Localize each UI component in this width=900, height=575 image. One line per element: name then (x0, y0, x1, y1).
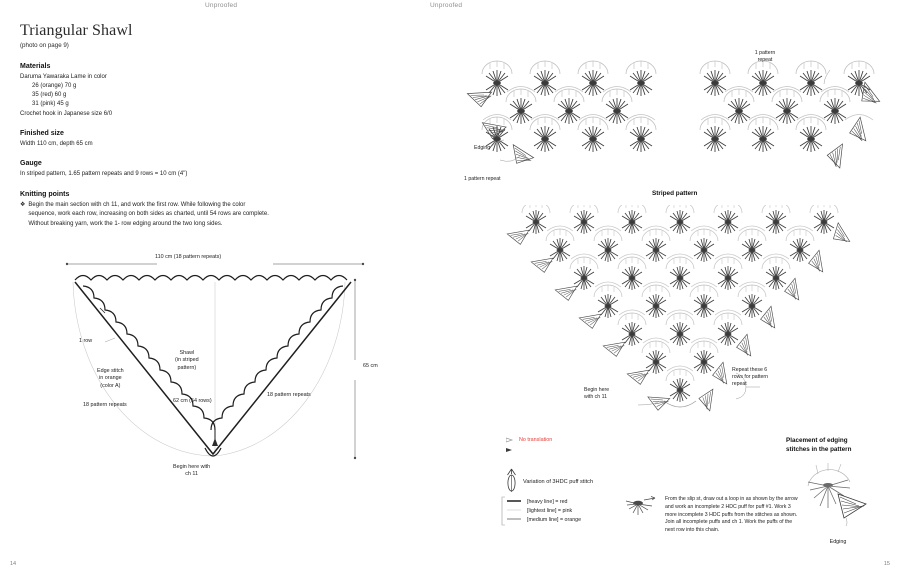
line-key-row-heavy (506, 497, 626, 506)
no-translation-row (506, 437, 686, 445)
line-key-row-lightest (506, 506, 626, 515)
line-key-row-medium (506, 515, 626, 524)
howto-block (624, 496, 799, 535)
chart-label-repeat-rows (732, 367, 768, 388)
page-title: Triangular Shawl (20, 22, 133, 39)
chart-label-one-repeat-left: 1 pattern repeat (464, 176, 501, 182)
edging-motif (856, 82, 884, 108)
section-heading-gauge: Gauge (20, 160, 42, 168)
legend-block (506, 437, 686, 496)
chart-block-left (467, 61, 656, 166)
leader-repeat-right (824, 70, 830, 84)
materials-line-3: 31 (pink) 45 g (32, 101, 69, 108)
arc-right (215, 282, 345, 456)
key-brace-icon (500, 496, 506, 526)
arrow-solid-row (506, 447, 686, 455)
howto-instruction-text: From the slip st, draw out a loop in as shown by the arrow and work an incomplete 2 HDC puff for puff #1. Work 3 more incomplete 3 HDC puffs from the stitches as shown. Join all incomplete puffs and ch 1. Work the puffs of the next row into this chain. (665, 496, 798, 534)
arrow-solid-icon (506, 447, 514, 455)
schematic-repeats-left: 18 pattern repeats (83, 402, 127, 408)
edging-motif (511, 145, 535, 166)
leader-one-row (105, 338, 115, 342)
materials-line-1: 26 (orange) 70 g (32, 82, 77, 89)
triangular-chart-svg (492, 205, 892, 440)
scallop-right-edge (211, 286, 343, 430)
leader-repeat-left (500, 156, 520, 161)
running-head-right: Unproofed (430, 2, 463, 9)
schematic-svg (45, 250, 385, 500)
placement-diagram-svg (786, 460, 890, 532)
chart-row-3 (570, 257, 790, 290)
heavy-line-icon (506, 498, 522, 506)
knitting-points-body (20, 201, 270, 230)
photo-reference: (photo on page 9) (20, 41, 69, 49)
schematic-edge-stitch-label (97, 368, 124, 390)
chart-row-7-foundation (664, 369, 696, 407)
triangular-chart (492, 205, 892, 440)
arrow-outline-icon (506, 437, 514, 445)
section-body-gauge: In striped pattern, 1.65 pattern repeats and 9 rows = 10 cm (4") (20, 171, 188, 178)
running-head-left: Unproofed (205, 2, 238, 9)
section-body-finished-size: Width 110 cm, depth 65 cm (20, 141, 93, 148)
schematic-repeats-right: 18 pattern repeats (267, 392, 311, 398)
main-begin-line-1: with ch 11 (584, 394, 607, 401)
placement-heading-line-0: Placement of edging (786, 437, 848, 444)
line-key-label-heavy: [heavy line] = red (527, 498, 568, 505)
schematic-shawl-label (175, 350, 199, 372)
chart-label-begin-here (584, 387, 609, 401)
row-tick-mark (100, 308, 105, 313)
line-key-label-medium: [medium line] = orange (527, 516, 582, 523)
schematic-begin-label (173, 464, 210, 479)
materials-line-4: Crochet hook in Japanese size 6/0 (20, 110, 113, 117)
striped-pattern-svg (462, 48, 894, 188)
striped-pattern-caption: Striped pattern (652, 190, 698, 197)
howto-puff-diagram-icon (624, 496, 658, 535)
placement-heading (786, 437, 890, 454)
puff-stitch-label: Variation of 3HDC puff stitch (523, 479, 594, 485)
height-dimension (354, 279, 356, 459)
shawl-schematic-diagram (45, 250, 385, 500)
no-translation-label: No translation (519, 437, 553, 443)
schematic-one-row-label: 1 row (79, 338, 93, 344)
line-weight-key (506, 497, 626, 524)
section-body-materials (20, 73, 270, 119)
puff-stitch-icon (506, 468, 517, 496)
chart-row-5 (618, 313, 742, 346)
placement-edging-motif (838, 494, 866, 518)
edging-motif (825, 144, 849, 170)
edging-left-slope (507, 223, 672, 412)
section-heading-finished-size: Finished size (20, 130, 64, 138)
chart-row-1 (522, 205, 838, 234)
puff-symbol-row (506, 468, 686, 496)
schematic-center-label: 62 cm (54 rows) (173, 398, 212, 404)
edging-right-slope (698, 223, 855, 413)
shawl-label-line-0: Shawl (179, 350, 195, 356)
main-repeat-line-1: rows for pattern (732, 374, 769, 381)
edge-stitch-line-2: (color A) (100, 382, 121, 389)
line-key-label-lightest: [lightest line] = pink (527, 507, 573, 514)
materials-line-0: Daruma Yawaraka Lame in color (20, 73, 107, 80)
width-dimension (66, 263, 364, 265)
shawl-label-line-1: (in striped (175, 357, 199, 364)
main-repeat-line-0: Repeat these 6 (732, 367, 768, 373)
chart-label-one-repeat-right (742, 50, 788, 64)
page-number-left: 14 (10, 561, 17, 567)
shawl-label-line-2: pattern) (177, 364, 197, 371)
one-repeat-right-line-1: repeat (757, 57, 773, 64)
edge-stitch-line-1: in orange (99, 375, 122, 382)
scallop-top-edge (75, 276, 347, 281)
schematic-height-label: 65 cm (363, 363, 378, 369)
page-number-right: 15 (883, 561, 890, 567)
materials-line-2: 35 (red) 60 g (32, 92, 67, 99)
edging-motif (846, 117, 874, 145)
begin-line-0: Begin here with (173, 464, 211, 470)
placement-block (786, 437, 890, 545)
striped-pattern-chart (462, 48, 894, 188)
diamond-bullet-icon: ❖ (20, 201, 26, 208)
placement-caption: Edging (829, 539, 847, 545)
begin-line-1: ch 11 (185, 471, 198, 478)
placement-heading-line-1: stitches in the pattern (786, 445, 852, 453)
section-heading-materials: Materials (20, 62, 51, 70)
main-begin-line-0: Begin here (584, 387, 610, 393)
section-heading-knitting-points: Knitting points (20, 190, 70, 198)
schematic-width-label: 110 cm (18 pattern repeats) (155, 254, 222, 260)
chart-block-right (700, 61, 884, 171)
pattern-text-column (20, 22, 270, 229)
main-repeat-line-2: repeat (732, 381, 747, 388)
edge-stitch-line-0: Edge stitch (97, 368, 124, 374)
one-repeat-right-line-0: 1 pattern (754, 50, 776, 56)
chart-label-edging: Edging (474, 145, 491, 151)
lightest-line-icon (506, 507, 522, 515)
knitting-points-text: Begin the main section with ch 11, and work the first row. While following the color sequence, work each row, increasing on both sides as charted, until 54 rows are complete. Without breaking yarn, work the 1- row edging around the two long sides. (28, 201, 269, 227)
medium-line-icon (506, 516, 522, 524)
